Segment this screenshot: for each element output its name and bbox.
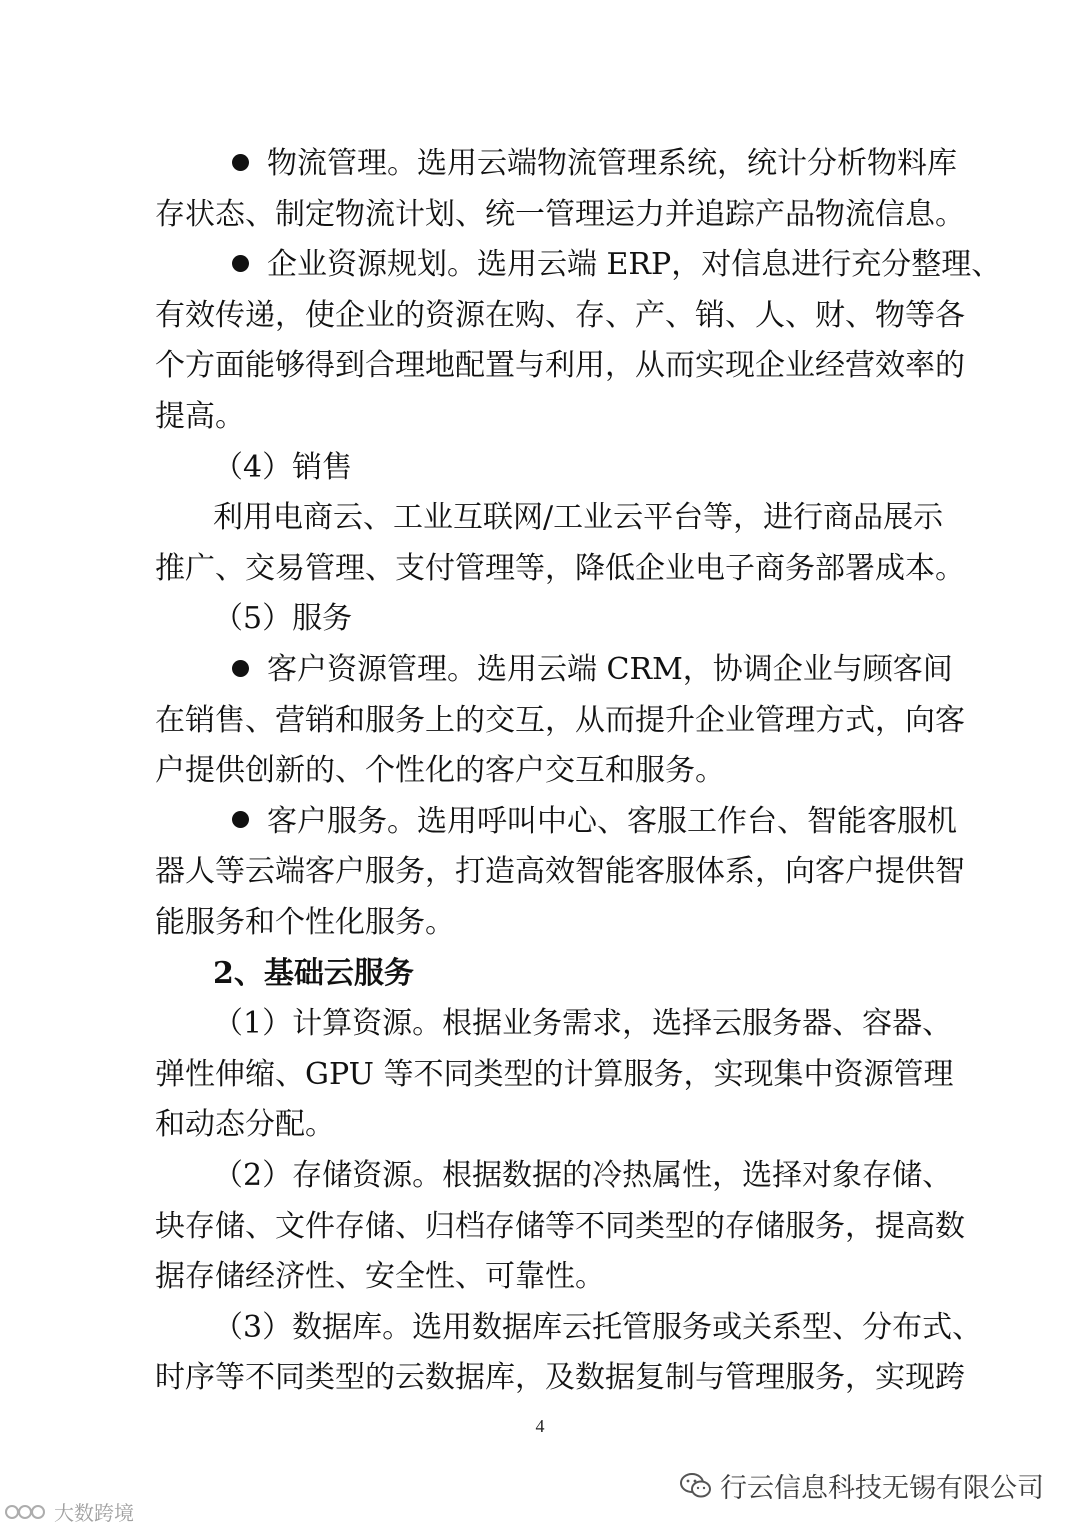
watermark-left bbox=[4, 1497, 134, 1526]
section-heading bbox=[213, 956, 988, 992]
bullet-item bbox=[232, 652, 953, 688]
line-text: 和动态分配。 bbox=[155, 1107, 335, 1143]
page-number: 4 bbox=[535, 1416, 545, 1436]
bullet-dot-icon bbox=[232, 811, 249, 828]
line-text: 弹性伸缩、GPU 等不同类型的计算服务，实现集中资源管理 bbox=[155, 1056, 954, 1092]
paragraph-last-line bbox=[155, 753, 930, 789]
line-text: 个方面能够得到合理地配置与利用，从而实现企业经营效率的 bbox=[155, 348, 965, 384]
line-text: 能服务和个性化服务。 bbox=[155, 905, 455, 940]
watermark-right bbox=[680, 1466, 1044, 1505]
paragraph-first-line bbox=[213, 1309, 983, 1346]
paragraph-last-line bbox=[155, 1107, 930, 1143]
paragraph-line bbox=[155, 297, 965, 334]
paragraph-last-line bbox=[155, 1259, 930, 1295]
line-text: 器人等云端客户服务，打造高效智能客服体系，向客户提供智 bbox=[155, 854, 965, 890]
bullet-item bbox=[232, 803, 957, 840]
line-text: （1）计算资源。根据业务需求，选择云服务器、容器、 bbox=[213, 1006, 953, 1042]
line-text: 据存储经济性、安全性、可靠性。 bbox=[155, 1259, 605, 1295]
paragraph-line bbox=[155, 702, 965, 739]
paragraph-line bbox=[155, 196, 965, 233]
bullet-dot-icon bbox=[232, 660, 249, 677]
bullet-item bbox=[232, 146, 957, 182]
line-text: 推广、交易管理、支付管理等，降低企业电子商务部署成本。 bbox=[155, 550, 965, 586]
line-text: 客户服务。选用呼叫中心、客服工作台、智能客服机 bbox=[267, 803, 957, 839]
line-text: （5）服务 bbox=[213, 601, 353, 637]
paragraph-first-line bbox=[213, 500, 944, 536]
bullet-item bbox=[232, 247, 1002, 283]
line-text: 企业资源规划。选用云端 ERP，对信息进行充分整理、 bbox=[267, 247, 1002, 283]
watermark-right-text: 行云信息科技无锡有限公司 bbox=[720, 1473, 1044, 1504]
paragraph-line bbox=[155, 1208, 965, 1245]
subsection-heading bbox=[213, 450, 988, 486]
wechat-icon bbox=[680, 1472, 712, 1500]
line-text: 存状态、制定物流计划、统一管理运力并追踪产品物流信息。 bbox=[155, 196, 965, 232]
line-text: 利用电商云、工业互联网/工业云平台等，进行商品展示 bbox=[213, 500, 944, 536]
line-text: 块存储、文件存储、归档存储等不同类型的存储服务，提高数 bbox=[155, 1208, 965, 1244]
line-text: 物流管理。选用云端物流管理系统，统计分析物料库 bbox=[267, 146, 957, 181]
paragraph-first-line bbox=[213, 1158, 953, 1194]
paragraph-line bbox=[155, 1360, 965, 1396]
line-text: （2）存储资源。根据数据的冷热属性，选择对象存储、 bbox=[213, 1158, 953, 1193]
subsection-heading bbox=[213, 601, 988, 637]
paragraph-line bbox=[155, 550, 965, 587]
watermark-left-text: 大数跨境 bbox=[54, 1501, 134, 1525]
bullet-dot-icon bbox=[232, 154, 249, 171]
paragraph-last-line bbox=[155, 399, 930, 435]
paragraph-last-line bbox=[155, 905, 930, 941]
line-text: 时序等不同类型的云数据库，及数据复制与管理服务，实现跨 bbox=[155, 1360, 965, 1396]
line-text: 客户资源管理。选用云端 CRM，协调企业与顾客间 bbox=[267, 652, 953, 687]
line-text: 在销售、营销和服务上的交互，从而提升企业管理方式，向客 bbox=[155, 702, 965, 738]
line-text: 2、基础云服务 bbox=[213, 955, 414, 991]
paragraph-line bbox=[155, 348, 965, 384]
line-text: 提高。 bbox=[155, 399, 245, 434]
bullet-dot-icon bbox=[232, 255, 249, 272]
paragraph-line bbox=[155, 854, 965, 890]
line-text: 户提供创新的、个性化的客户交互和服务。 bbox=[155, 753, 725, 789]
logo-icon bbox=[4, 1500, 50, 1524]
paragraph-line bbox=[155, 1056, 954, 1093]
line-text: 有效传递，使企业的资源在购、存、产、销、人、财、物等各 bbox=[155, 297, 965, 333]
paragraph-first-line bbox=[213, 1006, 953, 1042]
line-text: （4）销售 bbox=[213, 449, 353, 485]
line-text: （3）数据库。选用数据库云托管服务或关系型、分布式、 bbox=[213, 1309, 983, 1345]
